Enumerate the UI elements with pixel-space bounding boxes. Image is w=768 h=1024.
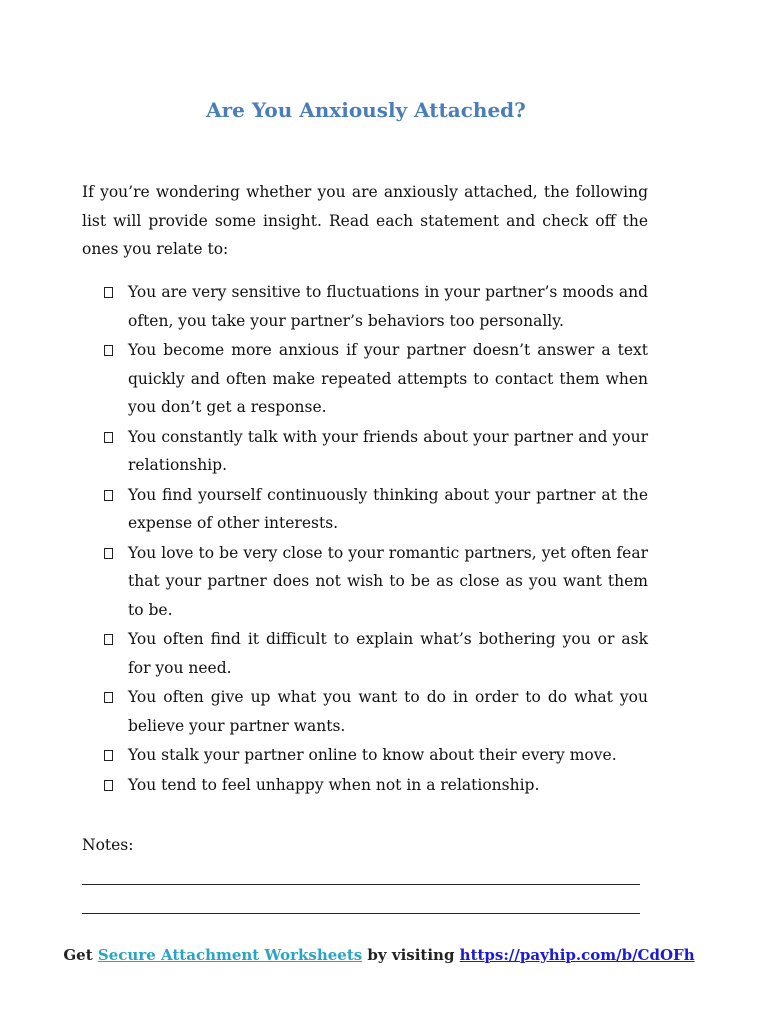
checklist-item-text: You are very sensitive to fluctuations in your partner’s moods and often, you take your partner’s behaviors too personally. [128,283,648,330]
notes-line[interactable] [82,884,640,885]
footer-middle: by visiting [367,946,455,964]
checklist-item [104,336,648,422]
checklist-item-text: You stalk your partner online to know about their every move. [128,746,617,764]
notes-label: Notes: [82,836,134,854]
checkbox-icon[interactable] [104,490,113,501]
worksheets-link[interactable]: Secure Attachment Worksheets [97,946,363,964]
footer-promo [0,946,758,964]
checklist-item-text: You often give up what you want to do in order to do what you believe your partner wants. [128,688,648,735]
checkbox-icon[interactable] [104,750,113,761]
checklist-item [104,481,648,538]
checklist-item [104,625,648,682]
checklist-item [104,771,648,800]
page-title: Are You Anxiously Attached? [206,98,526,122]
checklist-item-text: You love to be very close to your romantic partners, yet often fear that your partner does not wish to be as close as you want them to be. [128,543,648,619]
checklist-item-text: You tend to feel unhappy when not in a relationship. [128,775,540,794]
checklist-item-text: You often find it difficult to explain what’s bothering you or ask for you need. [128,630,648,677]
checklist-item-text: You become more anxious if your partner doesn’t answer a text quickly and often make repeated attempts to contact them when you don’t get a response. [128,341,648,416]
checkbox-icon[interactable] [104,634,113,645]
checkbox-icon[interactable] [104,287,113,298]
checklist-item [104,683,648,740]
checklist-item-text: You constantly talk with your friends about your partner and your relationship. [128,427,648,474]
notes-line[interactable] [82,913,640,914]
checkbox-icon[interactable] [104,548,113,559]
checklist-item [104,741,648,770]
checklist-item [104,423,648,480]
checklist-item-text: You find yourself continuously thinking about your partner at the expense of other interests. [128,485,648,532]
checkbox-icon[interactable] [104,692,113,703]
checklist-item [104,278,648,335]
checklist-item [104,539,648,625]
checkbox-icon[interactable] [104,432,113,443]
footer-prefix: Get [63,946,93,964]
payhip-url-link[interactable]: https://payhip.com/b/CdOFh [459,946,695,964]
intro-paragraph: If you’re wondering whether you are anxiously attached, the following list will provide some insight. Read each statement and check off the ones you relate to: [82,183,648,258]
checkbox-icon[interactable] [104,345,113,356]
checkbox-icon[interactable] [104,780,113,791]
statement-checklist [104,278,648,800]
